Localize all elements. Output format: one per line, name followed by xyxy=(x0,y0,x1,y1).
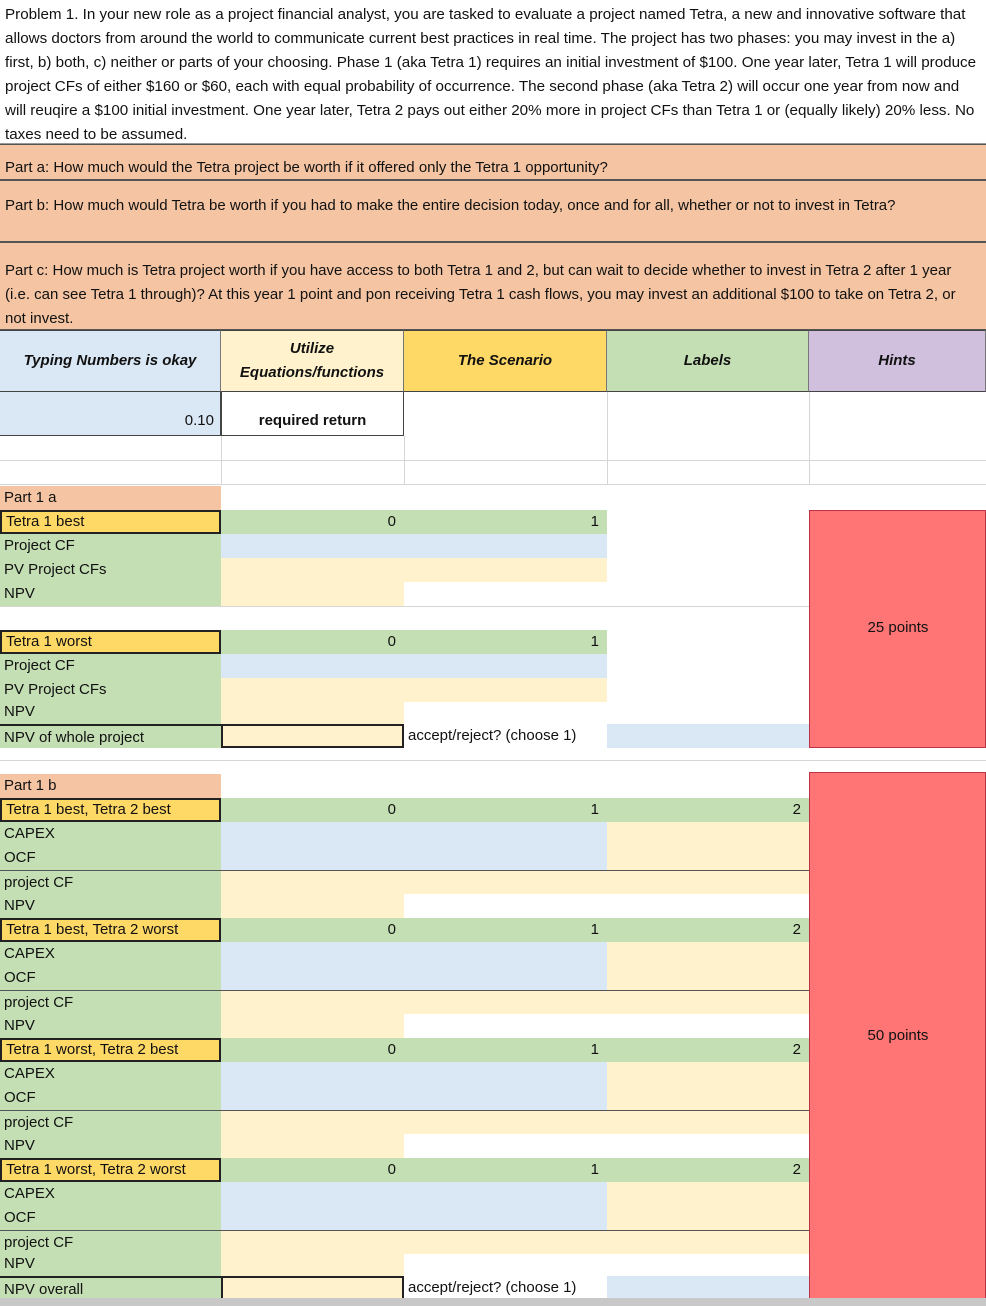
ocf-label: OCF xyxy=(0,1206,221,1230)
required-return-label: required return xyxy=(258,412,367,429)
year2-cell[interactable]: 2 xyxy=(607,798,809,822)
legend-labels: Labels xyxy=(607,330,809,392)
legend-utilize: Utilize Equations/functions xyxy=(221,330,404,392)
scenario-label: Tetra 1 worst, Tetra 2 best xyxy=(0,1038,221,1062)
npv-label: NPV xyxy=(0,1134,221,1158)
year0-cell[interactable]: 0 xyxy=(221,630,404,654)
year0-cell[interactable]: 0 xyxy=(221,1038,404,1062)
project-cf-label: project CF xyxy=(0,990,221,1014)
npv-formula[interactable] xyxy=(221,894,404,918)
problem-statement: Problem 1. In your new role as a project financial analyst, you are tasked to evaluate a project named Tetra, a new and innovative software that allows doctors from around the world to communicate current best practices in real time. The project has two phases: you may invest in the a) first, b) both, c) neither or parts of your choosing. Phase 1 (aka Tetra 1) requires an initial investment of $100. One year later, Tetra 1 will produce project CFs of either $160 or $60, each with equal probability of occurrence. The second phase (aka Tetra 2) will occur one year from now and will reuqire a $100 initial investment. One year later, Tetra 2 pays out either 20% more in project CFs than Tetra 1 or (equally likely) 20% less. No taxes need to be assumed. xyxy=(0,0,986,144)
accept-reject-label: accept/reject? (choose 1) xyxy=(408,1279,577,1296)
year0-cell[interactable]: 0 xyxy=(221,798,404,822)
part1a-title: Part 1 a xyxy=(0,486,221,510)
year1-cell[interactable]: 1 xyxy=(404,918,607,942)
npv-label: NPV xyxy=(0,894,221,918)
npv-label: NPV xyxy=(0,582,221,606)
required-return-label-cell xyxy=(221,392,404,436)
capex-ocf-input[interactable] xyxy=(221,1062,607,1110)
project-cf-input[interactable] xyxy=(221,534,607,558)
year0-cell[interactable]: 0 xyxy=(221,510,404,534)
npv-formula[interactable] xyxy=(221,1134,404,1158)
hint-25-points-text: 25 points xyxy=(867,619,929,636)
project-cf-label: Project CF xyxy=(0,534,221,558)
required-return-input[interactable] xyxy=(0,392,221,436)
project-cf-label: project CF xyxy=(0,1110,221,1134)
npv-overall-label: NPV overall xyxy=(0,1276,221,1300)
npv-formula[interactable] xyxy=(221,1254,404,1276)
part-b-question[interactable] xyxy=(0,180,986,242)
capex-ocf-year2[interactable] xyxy=(607,1062,809,1110)
year1-cell[interactable]: 1 xyxy=(404,630,607,654)
capex-label: CAPEX xyxy=(0,1062,221,1086)
npv-overall-formula[interactable] xyxy=(221,1276,404,1300)
capex-label: CAPEX xyxy=(0,942,221,966)
part-a-question[interactable] xyxy=(0,144,986,180)
capex-ocf-year2[interactable] xyxy=(607,1182,809,1230)
scenario-label: Tetra 1 best, Tetra 2 worst xyxy=(0,918,221,942)
part-c-question[interactable] xyxy=(0,242,986,330)
capex-ocf-input[interactable] xyxy=(221,822,607,870)
year1-cell[interactable]: 1 xyxy=(404,510,607,534)
legend-scenario: The Scenario xyxy=(404,330,607,392)
project-cf-formula[interactable] xyxy=(221,1110,809,1134)
year2-cell[interactable]: 2 xyxy=(607,1158,809,1182)
accept-reject-input[interactable] xyxy=(607,724,809,748)
year1-cell[interactable]: 1 xyxy=(404,1038,607,1062)
part1b-title: Part 1 b xyxy=(0,774,221,798)
sheet-bottom-edge xyxy=(0,1298,986,1306)
year0-cell[interactable]: 0 xyxy=(221,1158,404,1182)
legend-hints: Hints xyxy=(809,330,986,392)
tetra1-worst-label: Tetra 1 worst xyxy=(0,630,221,654)
tetra1-best-label: Tetra 1 best xyxy=(0,510,221,534)
year2-cell[interactable]: 2 xyxy=(607,918,809,942)
project-cf-input[interactable] xyxy=(221,654,607,678)
year1-cell[interactable]: 1 xyxy=(404,798,607,822)
project-cf-formula[interactable] xyxy=(221,870,809,894)
npv-formula[interactable] xyxy=(221,702,404,724)
pv-cfs-label: PV Project CFs xyxy=(0,678,221,702)
required-return-value: 0.10 xyxy=(184,412,214,429)
npv-label: NPV xyxy=(0,1014,221,1038)
npv-whole-formula[interactable] xyxy=(221,724,404,748)
legend-typing: Typing Numbers is okay xyxy=(0,330,221,392)
part-a-text: Part a: How much would the Tetra project be worth if it offered only the Tetra 1 opportunity? xyxy=(5,159,608,176)
capex-label: CAPEX xyxy=(0,822,221,846)
ocf-label: OCF xyxy=(0,966,221,990)
year0-cell[interactable]: 0 xyxy=(221,918,404,942)
project-cf-label: project CF xyxy=(0,1230,221,1254)
part-c-text: Part c: How much is Tetra project worth if you have access to both Tetra 1 and 2, but can wait to decide whether to invest in Tetra 2 after 1 year (i.e. can see Tetra 1 through)? At this year 1 point and pon receiving Tetra 1 cash flows, you may invest an additional $100 to take on Tetra 2, or not invest. xyxy=(5,262,956,327)
project-cf-label: Project CF xyxy=(0,654,221,678)
year2-cell[interactable]: 2 xyxy=(607,1038,809,1062)
capex-ocf-input[interactable] xyxy=(221,1182,607,1230)
part-b-text: Part b: How much would Tetra be worth if you had to make the entire decision today, once and for all, whether or not to invest in Tetra? xyxy=(5,197,896,214)
npv-label: NPV xyxy=(0,702,221,724)
accept-reject-label: accept/reject? (choose 1) xyxy=(408,727,577,744)
pv-cfs-formula[interactable] xyxy=(221,558,607,582)
pv-cfs-formula[interactable] xyxy=(221,678,607,702)
capex-ocf-input[interactable] xyxy=(221,942,607,990)
pv-cfs-label: PV Project CFs xyxy=(0,558,221,582)
project-cf-label: project CF xyxy=(0,870,221,894)
scenario-label: Tetra 1 best, Tetra 2 best xyxy=(0,798,221,822)
year1-cell[interactable]: 1 xyxy=(404,1158,607,1182)
scenario-label: Tetra 1 worst, Tetra 2 worst xyxy=(0,1158,221,1182)
capex-ocf-year2[interactable] xyxy=(607,822,809,870)
ocf-label: OCF xyxy=(0,1086,221,1110)
project-cf-formula[interactable] xyxy=(221,990,809,1014)
capex-ocf-year2[interactable] xyxy=(607,942,809,990)
capex-label: CAPEX xyxy=(0,1182,221,1206)
hint-50-points-text: 50 points xyxy=(867,1027,929,1044)
npv-formula[interactable] xyxy=(221,1014,404,1038)
project-cf-formula[interactable] xyxy=(221,1230,809,1254)
accept-reject-input[interactable] xyxy=(607,1276,809,1298)
ocf-label: OCF xyxy=(0,846,221,870)
npv-whole-label: NPV of whole project xyxy=(0,724,221,748)
npv-label: NPV xyxy=(0,1254,221,1276)
npv-formula[interactable] xyxy=(221,582,404,606)
